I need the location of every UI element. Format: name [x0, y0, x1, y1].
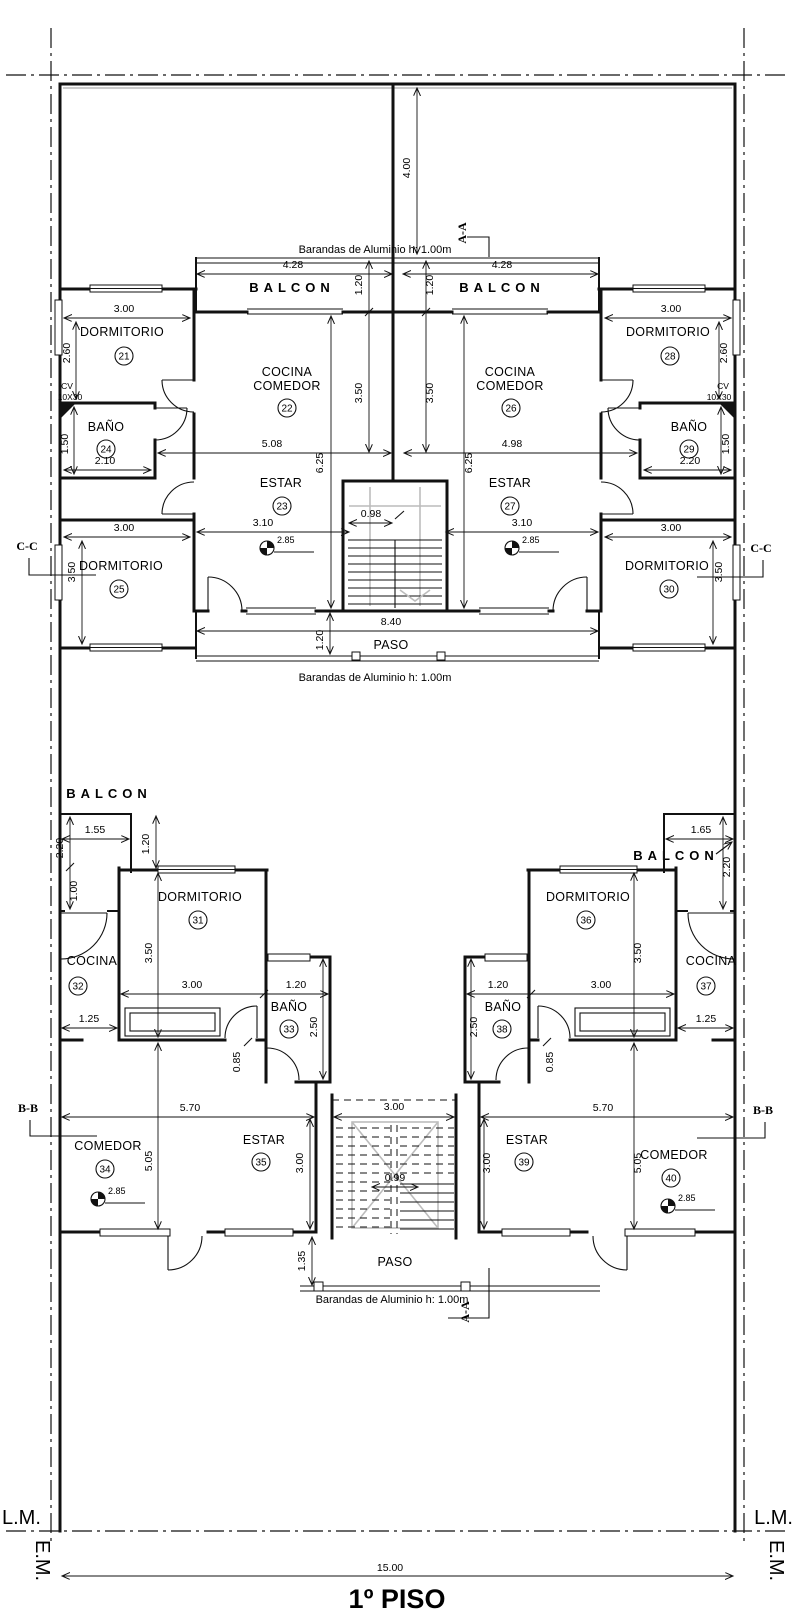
lower-right-annotations — [467, 817, 773, 1229]
lm-label-left: L.M. — [2, 1507, 41, 1529]
dim-bano24-width: 2.10 — [94, 455, 116, 467]
room-label-dormitorio-30: DORMITORIO — [624, 559, 710, 573]
dim-balcon-ur-depth: 1.20 — [424, 274, 436, 296]
dim-balcon-ul-depth: 1.20 — [353, 274, 365, 296]
dim-terrace-height: 4.00 — [401, 157, 413, 179]
lm-label-right: L.M. — [754, 1507, 793, 1529]
room-label-dormitorio-36: DORMITORIO — [545, 890, 631, 904]
room-number-40: 40 — [665, 1173, 677, 1185]
room-label-cocina-comedor-26a: COCINA — [484, 365, 536, 379]
dim-paso-upper-width: 8.40 — [380, 616, 402, 628]
room-number-29: 29 — [683, 444, 695, 456]
dim-dorm25-height: 3.50 — [66, 561, 78, 583]
balcon-label-upper-left: BALCON — [249, 280, 335, 295]
upper-unit-doors — [155, 380, 640, 611]
room-label-cocina-comedor-26b: COMEDOR — [476, 379, 544, 393]
balcon-label-lower-right: BALCON — [633, 848, 719, 863]
dim-estar23-width: 5.08 — [261, 438, 283, 450]
room-label-comedor-40: COMEDOR — [640, 1148, 708, 1162]
dim-dorm31-width: 3.00 — [181, 979, 203, 991]
dim-estar27-width2: 3.10 — [511, 517, 533, 529]
bottom-annotations — [2, 1507, 793, 1614]
dim-cocina32-width: 1.25 — [78, 1013, 100, 1025]
room-label-cocina-comedor-22b: COMEDOR — [253, 379, 321, 393]
dim-dorm36-height: 3.50 — [632, 942, 644, 964]
section-marker-aa-top: A-A — [455, 222, 469, 244]
lower-staircase — [332, 1095, 456, 1238]
room-label-estar-23: ESTAR — [259, 476, 303, 490]
dim-bano24-height: 1.50 — [59, 433, 71, 455]
room-label-comedor-34: COMEDOR — [74, 1139, 142, 1153]
dim-bano38-width: 1.20 — [487, 979, 509, 991]
cv-duct-symbol-left — [61, 404, 75, 418]
dim-dorm30-height: 3.50 — [713, 561, 725, 583]
dim-wing-left-height: 6.25 — [314, 452, 326, 474]
level-mark-estar23: 2.85 — [277, 535, 295, 545]
lower-paso — [296, 1237, 600, 1323]
cv-label-left-2: 10X30 — [57, 392, 83, 402]
dim-balc-left-depth: 1.20 — [140, 833, 152, 855]
terrace-annotations — [401, 88, 489, 257]
room-label-bano-33: BAÑO — [270, 1000, 308, 1014]
upper-staircase — [343, 481, 447, 611]
room-number-27: 27 — [504, 501, 516, 513]
railing-note-top: Barandas de Aluminio h: 1.00m — [298, 244, 452, 256]
room-label-dormitorio-21: DORMITORIO — [79, 325, 165, 339]
cv-label-left-1: CV — [61, 381, 73, 391]
dim-bano33-width: 1.20 — [285, 979, 307, 991]
dim-bano33-offset: 0.85 — [231, 1051, 243, 1073]
dim-paso-upper-depth: 1.20 — [314, 629, 326, 651]
upper-left-annotations — [16, 244, 451, 644]
dim-comedor34-height: 5.05 — [143, 1150, 155, 1172]
dim-bano38-height: 2.50 — [468, 1016, 480, 1038]
room-label-bano-29: BAÑO — [670, 420, 708, 434]
level-mark-comedor40: 2.85 — [678, 1193, 696, 1203]
dim-wing-right-height: 6.25 — [463, 452, 475, 474]
balcon-label-lower-left: BALCON — [66, 786, 152, 801]
dim-dorm31-height: 3.50 — [143, 942, 155, 964]
room-label-estar-39: ESTAR — [505, 1133, 549, 1147]
dim-balc-left-width: 1.55 — [84, 824, 106, 836]
dim-estar23-width2: 3.10 — [252, 517, 274, 529]
room-number-22: 22 — [281, 403, 293, 415]
dim-balc-right-width: 1.65 — [690, 824, 712, 836]
upper-paso — [196, 613, 599, 684]
room-number-39: 39 — [518, 1157, 530, 1169]
room-label-estar-27: ESTAR — [488, 476, 532, 490]
lower-left-annotations — [18, 816, 328, 1229]
room-number-34: 34 — [99, 1164, 111, 1176]
balcon-label-upper-right: BALCON — [459, 280, 545, 295]
room-number-28: 28 — [664, 351, 676, 363]
paso-label-upper: PASO — [373, 638, 409, 652]
dim-bano29-width: 2.20 — [679, 455, 701, 467]
room-number-32: 32 — [72, 981, 84, 993]
room-label-cocina-comedor-22a: COCINA — [261, 365, 313, 379]
room-number-30: 30 — [663, 584, 675, 596]
dim-lower-stair-width: 0.99 — [384, 1172, 406, 1184]
section-marker-cc-right: C-C — [750, 541, 772, 555]
dim-estar39-width: 5.70 — [592, 1102, 614, 1114]
dim-estar35-width: 5.70 — [179, 1102, 201, 1114]
room-label-estar-35: ESTAR — [242, 1133, 286, 1147]
room-label-dormitorio-31: DORMITORIO — [157, 890, 243, 904]
dim-balcon-ul-width: 4.28 — [282, 259, 304, 271]
cv-label-right-2: 10X30 — [706, 392, 732, 402]
dim-paso-lower-depth: 1.35 — [296, 1250, 308, 1272]
dim-dorm21-height: 2.60 — [61, 342, 73, 364]
outer-walls — [57, 84, 735, 1531]
room-label-dormitorio-25: DORMITORIO — [78, 559, 164, 573]
em-label-right: E.M. — [765, 1540, 787, 1582]
room-label-bano-24: BAÑO — [87, 420, 125, 434]
dim-estar27-width: 4.98 — [501, 438, 523, 450]
room-number-36: 36 — [580, 915, 592, 927]
dim-site-width: 15.00 — [376, 1562, 404, 1574]
dim-estar35-height: 3.00 — [294, 1152, 306, 1174]
dim-balc-left-h: 2.20 — [54, 837, 66, 859]
level-mark-estar27: 2.85 — [522, 535, 540, 545]
room-number-25: 25 — [113, 584, 125, 596]
dim-comedor40-height: 5.05 — [632, 1152, 644, 1174]
room-number-26: 26 — [505, 403, 517, 415]
room-number-31: 31 — [192, 915, 204, 927]
dim-bano38-offset: 0.85 — [544, 1051, 556, 1073]
dim-balc-right-h: 2.20 — [721, 856, 733, 878]
room-number-37: 37 — [700, 981, 712, 993]
em-label-left: E.M. — [31, 1540, 53, 1582]
dim-bano33-height: 2.50 — [308, 1016, 320, 1038]
room-number-24: 24 — [100, 444, 112, 456]
dim-lower-stair-top: 3.00 — [383, 1101, 405, 1113]
section-marker-aa-bottom: A-A — [458, 1301, 472, 1323]
room-label-cocina-37: COCINA — [685, 954, 737, 968]
level-mark-comedor34: 2.85 — [108, 1186, 126, 1196]
courtyard-labels — [66, 786, 732, 863]
dim-dorm21-width: 3.00 — [113, 303, 135, 315]
dim-dorm36-width: 3.00 — [590, 979, 612, 991]
railing-note-mid: Barandas de Aluminio h: 1.00m — [298, 672, 452, 684]
cv-label-right-1: CV — [717, 381, 729, 391]
room-number-33: 33 — [283, 1024, 295, 1036]
railing-note-bottom: Barandas de Aluminio h: 1.00m — [315, 1294, 469, 1306]
paso-label-lower: PASO — [377, 1255, 413, 1269]
room-label-cocina-32: COCINA — [66, 954, 118, 968]
room-label-bano-38: BAÑO — [484, 1000, 522, 1014]
dim-cocina22-height: 3.50 — [353, 382, 365, 404]
dim-cocina37-width: 1.25 — [695, 1013, 717, 1025]
dim-dorm28-height: 2.60 — [718, 342, 730, 364]
lower-unit-doors — [61, 913, 734, 1270]
dim-upper-stair-width: 0.98 — [360, 508, 382, 520]
room-number-21: 21 — [118, 351, 130, 363]
room-number-38: 38 — [496, 1024, 508, 1036]
dim-dorm28-width: 3.00 — [660, 303, 682, 315]
room-number-35: 35 — [255, 1157, 267, 1169]
section-marker-cc-left: C-C — [16, 539, 38, 553]
cv-duct-symbol-right — [720, 404, 734, 418]
dim-cocina26-height: 3.50 — [424, 382, 436, 404]
dim-balc-left-h2: 1.00 — [68, 880, 80, 902]
section-marker-bb-right: B-B — [752, 1103, 774, 1117]
dim-bano29-height: 1.50 — [720, 433, 732, 455]
room-number-23: 23 — [276, 501, 288, 513]
dim-dorm25-width: 3.00 — [113, 522, 135, 534]
room-label-dormitorio-28: DORMITORIO — [625, 325, 711, 339]
dim-balcon-ur-width: 4.28 — [491, 259, 513, 271]
plan-title: 1º PISO — [348, 1584, 446, 1614]
dim-dorm30-width: 3.00 — [660, 522, 682, 534]
section-marker-bb-left: B-B — [17, 1101, 39, 1115]
dim-estar39-height: 3.00 — [481, 1152, 493, 1174]
